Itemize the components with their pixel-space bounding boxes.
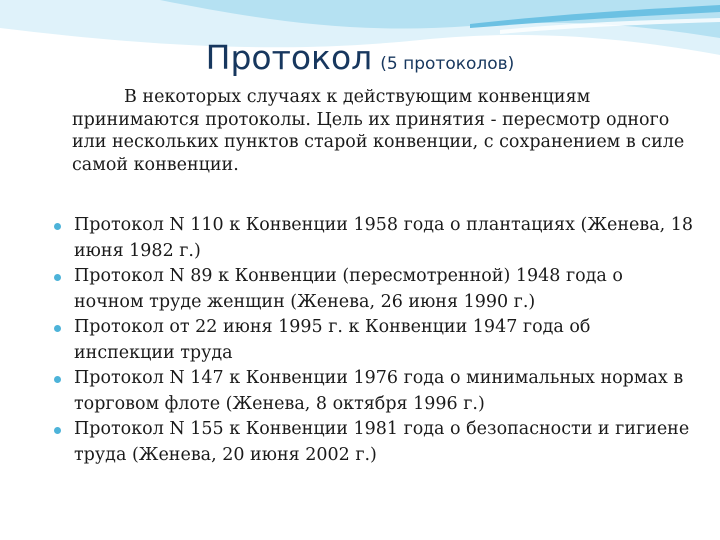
intro-paragraph: В некоторых случаях к действующим конвенциям принимаются протоколы. Цель их принятия - пересмотр одного или нескольких пунктов старой конвенции, с сохранением в силе самой конвенции. <box>72 87 685 175</box>
protocol-list <box>74 213 694 468</box>
bullet-icon <box>54 427 61 434</box>
slide-title <box>0 38 720 77</box>
bullet-icon <box>54 376 61 383</box>
list-item-text: Протокол N 147 к Конвенции 1976 года о минимальных нормах в торговом флоте (Женева, 8 октября 1996 г.) <box>74 368 684 414</box>
list-item <box>74 264 694 315</box>
bullet-icon <box>54 274 61 281</box>
bullet-icon <box>54 223 61 230</box>
list-item <box>74 417 694 468</box>
list-item <box>74 213 694 264</box>
title-subtitle: (5 протоколов) <box>380 54 515 74</box>
list-item-text: Протокол N 155 к Конвенции 1981 года о безопасности и гигиене труда (Женева, 20 июня 2002 г.) <box>74 419 690 465</box>
title-main: Протокол <box>205 38 373 77</box>
list-item-text: Протокол от 22 июня 1995 г. к Конвенции 1947 года об инспекции труда <box>74 317 591 363</box>
list-item-text: Протокол N 89 к Конвенции (пересмотренной) 1948 года о ночном труде женщин (Женева, 26 июня 1990 г.) <box>74 266 623 312</box>
bullet-icon <box>54 325 61 332</box>
list-item <box>74 315 694 366</box>
list-item <box>74 366 694 417</box>
list-item-text: Протокол N 110 к Конвенции 1958 года о плантациях (Женева, 18 июня 1982 г.) <box>74 215 694 261</box>
